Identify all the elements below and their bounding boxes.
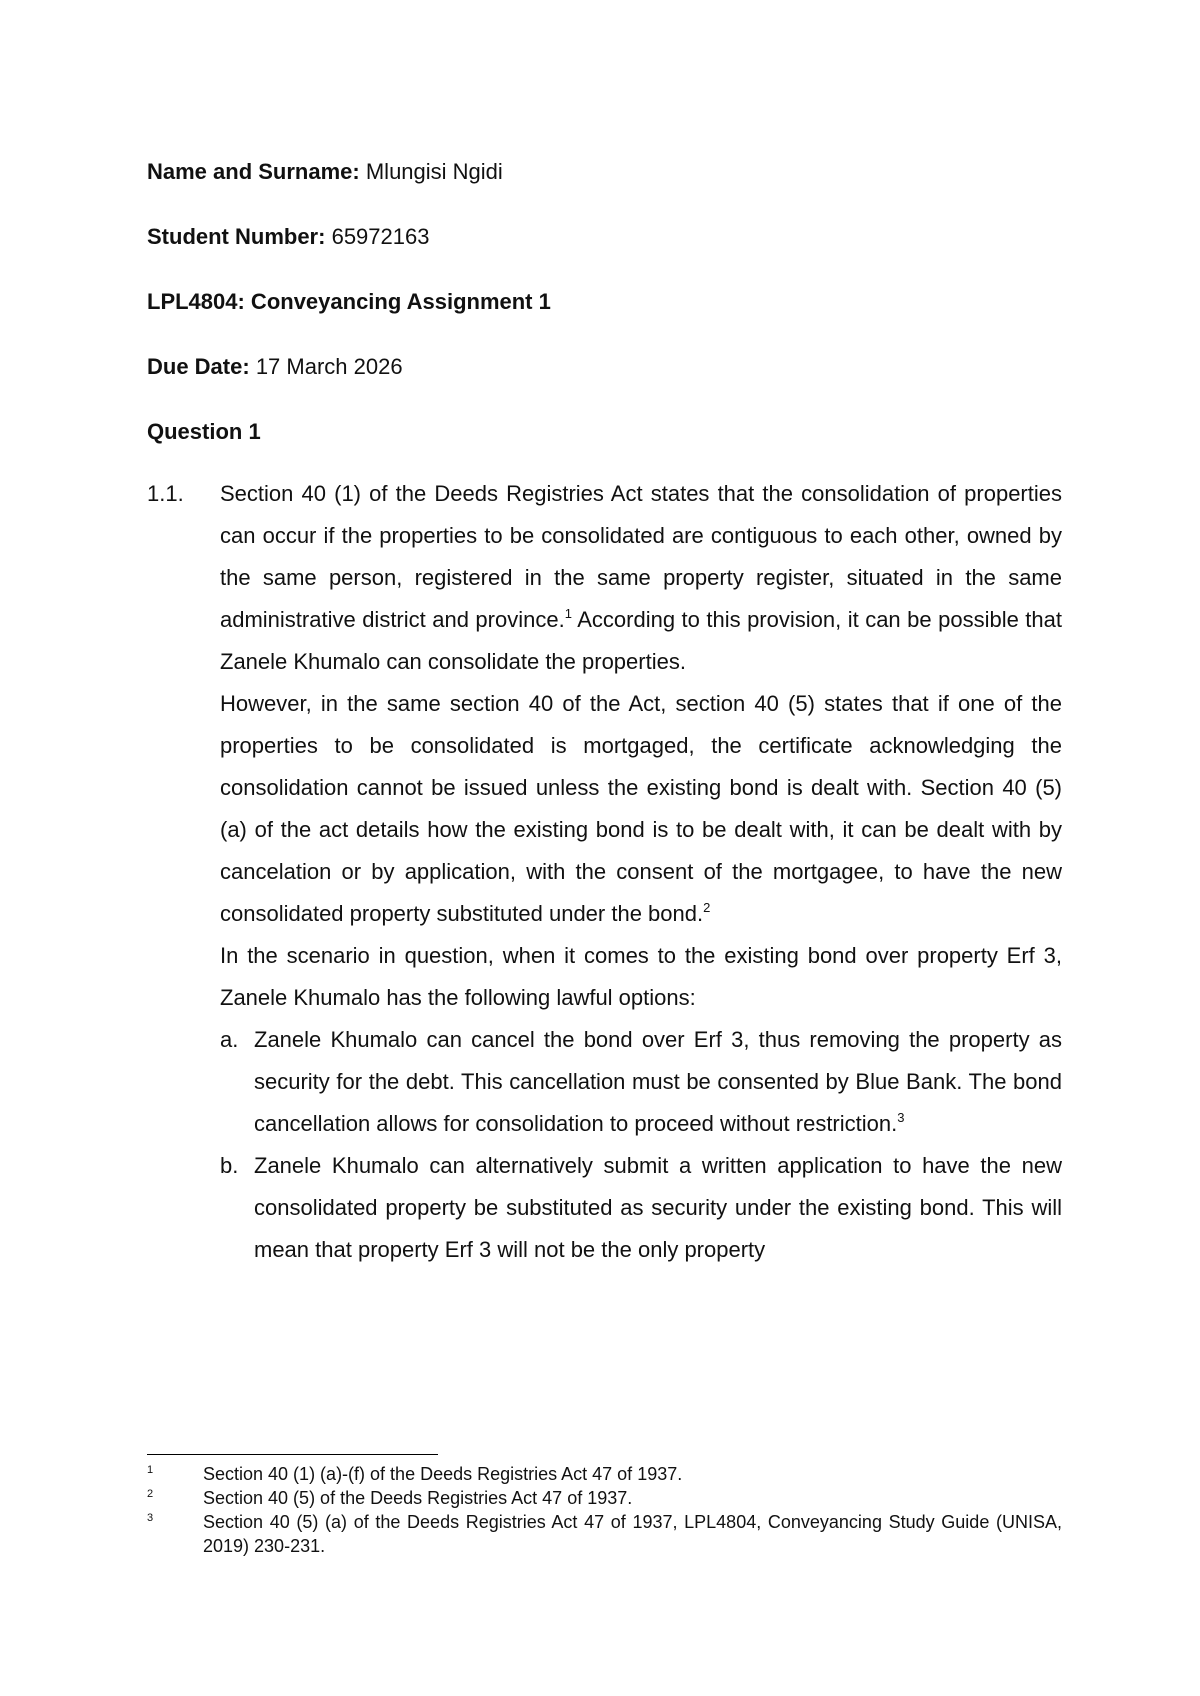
due-date-label: Due Date: (147, 354, 250, 379)
list-marker: b. (220, 1153, 239, 1178)
course-title: LPL4804: Conveyancing Assignment 1 (147, 289, 551, 314)
paragraph-1: Section 40 (1) of the Deeds Registries Act states that the consolidation of properties can occur if the properties to be consolidated are contiguous to each other, owned by the same person, registered in the same property register, situated in the same administrative district and province.$^1$ According to this provision, it can be possible that Zanele Khumalo can consolidate the properties. (220, 481, 1062, 674)
footnote-marker: 2 (147, 1488, 154, 1500)
footnote (147, 1510, 1062, 1558)
footnote-text: Section 40 (1) (a)-(f) of the Deeds Registries Act 47 of 1937. (203, 1464, 683, 1484)
name-value: Mlungisi Ngidi (365, 159, 503, 184)
name-label: Name and Surname: (147, 159, 360, 184)
question-heading: Question 1 (147, 419, 261, 444)
footnote-marker: 1 (147, 1464, 154, 1476)
paragraph-2: However, in the same section 40 of the Act, section 40 (5) states that if one of the properties to be consolidated is mortgaged, the certificate acknowledging the consolidation cannot be issued unless the existing bond is dealt with. Section 40 (5) (a) of the act details how the existing bond is to be dealt with, it can be dealt with by cancelation or by application, with the consent of the mortgagee, to have the new consolidated property substituted under the bond.$^2$ (220, 691, 1062, 926)
name-line (147, 158, 503, 186)
due-date-line (147, 353, 403, 381)
section-1-1 (147, 473, 1062, 683)
due-date-value: 17 March 2026 (255, 354, 403, 379)
answer-body (147, 473, 1062, 1271)
section-number: 1.1. (147, 481, 184, 506)
paragraph-3: In the scenario in question, when it comes to the existing bond over property Erf 3, Zanele Khumalo has the following lawful options: (220, 943, 1062, 1010)
footnote-ref-1: 1 (564, 606, 572, 621)
student-number-line (147, 223, 429, 251)
footnote (147, 1486, 1062, 1510)
list-item: a. Zanele Khumalo can cancel the bond over Erf 3, thus removing the property as security for the debt. This cancellation must be consented by Blue Bank. The bond cancellation allows for consolidation to proceed without restriction.$^3$ (220, 1019, 1062, 1145)
footnote (147, 1462, 1062, 1486)
student-number-label: Student Number: (147, 224, 326, 249)
footnote-ref-3: 3 (897, 1110, 905, 1125)
footnote-ref-2: 2 (703, 900, 711, 915)
footnote-separator (147, 1454, 438, 1455)
footnote-text: Section 40 (5) (a) of the Deeds Registries Act 47 of 1937, LPL4804, Conveyancing Study Guide (UNISA, 2019) 230-231. (203, 1512, 1062, 1556)
course-title-line (147, 288, 551, 316)
footnote-text: Section 40 (5) of the Deeds Registries Act 47 of 1937. (203, 1488, 633, 1508)
list-marker: a. (220, 1027, 239, 1052)
footnote-marker: 3 (147, 1512, 154, 1524)
list-item: b. Zanele Khumalo can alternatively submit a written application to have the new consolidated property be substituted as security under the existing bond. This will mean that property Erf 3 will not be the only property (220, 1145, 1062, 1271)
options-list (220, 1019, 1062, 1271)
footnotes (147, 1462, 1062, 1558)
student-number-value: 65972163 (331, 224, 430, 249)
